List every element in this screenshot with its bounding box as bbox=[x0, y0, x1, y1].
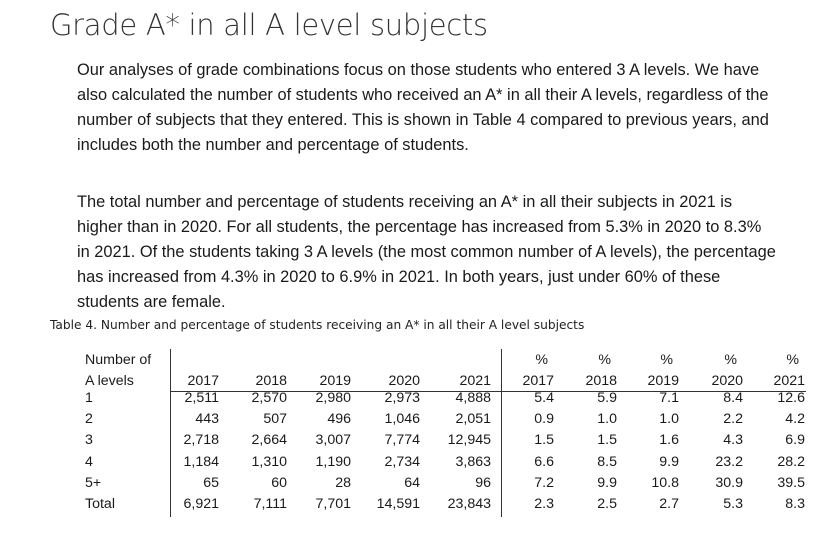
column-header-percent-year: 2017 bbox=[522, 373, 554, 389]
row-label: 4 bbox=[85, 454, 93, 470]
percent-cell: 7.2 bbox=[534, 475, 554, 491]
column-header-percent-symbol: % bbox=[786, 352, 799, 368]
number-cell: 3,007 bbox=[315, 432, 351, 448]
number-cell: 6,921 bbox=[183, 496, 219, 512]
number-cell: 14,591 bbox=[376, 496, 420, 512]
row-label: Total bbox=[85, 496, 115, 512]
number-cell: 2,980 bbox=[315, 390, 351, 406]
percent-cell: 10.8 bbox=[651, 475, 679, 491]
column-header-number-year: 2020 bbox=[388, 373, 420, 389]
percent-cell: 9.9 bbox=[597, 475, 617, 491]
percent-cell: 4.3 bbox=[723, 432, 743, 448]
number-cell: 60 bbox=[271, 475, 287, 491]
percent-cell: 39.5 bbox=[777, 475, 805, 491]
percent-cell: 23.2 bbox=[715, 454, 743, 470]
number-cell: 2,570 bbox=[251, 390, 287, 406]
percent-cell: 5.4 bbox=[534, 390, 554, 406]
percent-cell: 8.4 bbox=[723, 390, 743, 406]
column-header-percent-year: 2018 bbox=[585, 373, 617, 389]
column-header-percent-symbol: % bbox=[598, 352, 611, 368]
column-header-percent-symbol: % bbox=[660, 352, 673, 368]
column-header-number-year: 2021 bbox=[459, 373, 491, 389]
column-header-percent-symbol: % bbox=[724, 352, 737, 368]
number-cell: 1,184 bbox=[183, 454, 219, 470]
percent-cell: 30.9 bbox=[715, 475, 743, 491]
column-header-percent-year: 2020 bbox=[711, 373, 743, 389]
number-cell: 3,863 bbox=[455, 454, 491, 470]
number-cell: 443 bbox=[195, 411, 219, 427]
percent-cell: 1.6 bbox=[659, 432, 679, 448]
row-label: 1 bbox=[85, 390, 93, 406]
number-cell: 2,511 bbox=[184, 390, 219, 406]
column-header-number-year: 2018 bbox=[255, 373, 287, 389]
percent-cell: 5.9 bbox=[597, 390, 617, 406]
number-cell: 1,190 bbox=[315, 454, 351, 470]
row-label: 2 bbox=[85, 411, 93, 427]
number-cell: 2,973 bbox=[384, 390, 420, 406]
number-cell: 65 bbox=[203, 475, 219, 491]
number-cell: 1,310 bbox=[251, 454, 287, 470]
page-title: Grade A* in all A level subjects bbox=[50, 8, 488, 42]
percent-cell: 2.2 bbox=[723, 411, 743, 427]
number-cell: 2,734 bbox=[384, 454, 420, 470]
number-cell: 1,046 bbox=[384, 411, 420, 427]
number-cell: 12,945 bbox=[447, 432, 491, 448]
number-cell: 496 bbox=[327, 411, 351, 427]
percent-cell: 6.9 bbox=[785, 432, 805, 448]
percent-cell: 2.5 bbox=[597, 496, 617, 512]
row-label: 3 bbox=[85, 432, 93, 448]
number-cell: 2,051 bbox=[455, 411, 491, 427]
table-caption: Table 4. Number and percentage of students receiving an A* in all their A level subjects bbox=[50, 318, 585, 332]
column-header-percent-year: 2021 bbox=[773, 373, 805, 389]
table-divider-label bbox=[170, 349, 171, 517]
percent-cell: 2.7 bbox=[659, 496, 679, 512]
column-header-percent-symbol: % bbox=[535, 352, 548, 368]
number-cell: 7,701 bbox=[315, 496, 351, 512]
number-cell: 4,888 bbox=[455, 390, 491, 406]
percent-cell: 2.3 bbox=[534, 496, 554, 512]
number-cell: 23,843 bbox=[447, 496, 491, 512]
percent-cell: 1.5 bbox=[597, 432, 617, 448]
number-cell: 2,664 bbox=[251, 432, 287, 448]
column-header-number-year: 2019 bbox=[319, 373, 351, 389]
number-cell: 7,111 bbox=[253, 496, 287, 512]
percent-cell: 8.5 bbox=[597, 454, 617, 470]
number-cell: 28 bbox=[335, 475, 351, 491]
percent-cell: 4.2 bbox=[785, 411, 805, 427]
percent-cell: 5.3 bbox=[723, 496, 743, 512]
percent-cell: 9.9 bbox=[659, 454, 679, 470]
percent-cell: 28.2 bbox=[777, 454, 805, 470]
percent-cell: 1.5 bbox=[534, 432, 554, 448]
row-header-line1: Number of bbox=[85, 352, 152, 368]
percent-cell: 1.0 bbox=[597, 411, 617, 427]
number-cell: 96 bbox=[475, 475, 491, 491]
number-cell: 507 bbox=[263, 411, 287, 427]
intro-paragraph: Our analyses of grade combinations focus on those students who entered 3 A levels. We have also calculated the number of students who received an A* in all their A levels, regardless of the number of subjects that they entered. This is shown in Table 4 compared to previous years, and includes both the number and percentage of students. bbox=[77, 61, 769, 154]
findings-paragraph: The total number and percentage of students receiving an A* in all their subjects in 2021 is higher than in 2020. For all students, the percentage has increased from 5.3% in 2020 to 8.3% in 2021. Of the students taking 3 A levels (the most common number of A levels), the percentage has increased from 4.3% in 2020 to 6.9% in 2021. In both years, just under 60% of these students are female. bbox=[77, 193, 776, 311]
percent-cell: 7.1 bbox=[659, 390, 679, 406]
number-cell: 7,774 bbox=[384, 432, 420, 448]
column-header-percent-year: 2019 bbox=[647, 373, 679, 389]
percent-cell: 8.3 bbox=[785, 496, 805, 512]
number-cell: 64 bbox=[404, 475, 420, 491]
number-cell: 2,718 bbox=[183, 432, 219, 448]
percent-cell: 1.0 bbox=[659, 411, 679, 427]
table-divider-percent bbox=[501, 349, 502, 517]
percent-cell: 12.6 bbox=[777, 390, 805, 406]
column-header-number-year: 2017 bbox=[187, 373, 219, 389]
row-header-line2: A levels bbox=[85, 373, 134, 389]
percent-cell: 0.9 bbox=[534, 411, 554, 427]
percent-cell: 6.6 bbox=[534, 454, 554, 470]
row-label: 5+ bbox=[85, 475, 102, 491]
